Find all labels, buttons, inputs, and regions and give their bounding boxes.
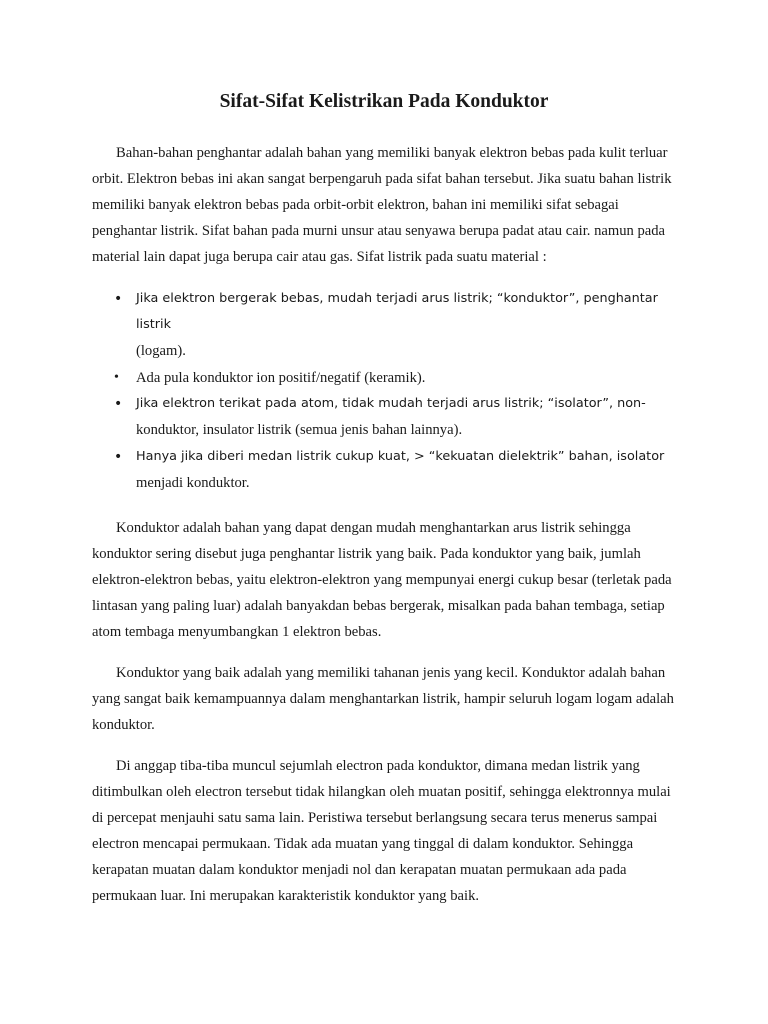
list-item xyxy=(114,286,676,365)
document-title: Sifat-Sifat Kelistrikan Pada Konduktor xyxy=(219,91,549,112)
bullet-icon: • xyxy=(114,396,123,412)
list-item-text: Ada pula konduktor ion positif/negatif (keramik). xyxy=(136,370,426,386)
list-item-continuation: menjadi konduktor. xyxy=(136,475,250,491)
bullet-icon: • xyxy=(114,370,119,385)
properties-list xyxy=(92,286,676,497)
bullet-icon: • xyxy=(114,291,123,307)
body-paragraph: Konduktor adalah bahan yang dapat dengan mudah menghantarkan arus listrik sehingga konduktor sering disebut juga penghantar listrik yang baik. Pada konduktor yang baik, jumlah elektron-elektron bebas, yaitu elektron-elektron yang mempunyai energi cukup besar (terletak pada lintasan yang paling luar) adalah banyakdan bebas bergerak, misalkan pada bahan tembaga, setiap atom tembaga menyumbangkan 1 elektron bebas. xyxy=(92,520,672,640)
list-item-text: Jika elektron terikat pada atom, tidak mudah terjadi arus listrik; “isolator”, non- xyxy=(136,396,646,411)
list-item-text: Hanya jika diberi medan listrik cukup kuat, > “kekuatan dielektrik” bahan, isolator xyxy=(136,449,665,464)
bullet-icon: • xyxy=(114,449,123,465)
list-item-continuation: konduktor, insulator listrik (semua jenis bahan lainnya). xyxy=(136,422,463,438)
list-item-continuation: (logam). xyxy=(136,343,186,359)
intro-paragraph: Bahan-bahan penghantar adalah bahan yang memiliki banyak elektron bebas pada kulit terluar orbit. Elektron bebas ini akan sangat berpengaruh pada sifat bahan tersebut. Jika suatu bahan listrik memiliki banyak elektron bebas pada orbit-orbit elektron, bahan ini memiliki sifat sebagai penghantar listrik. Sifat bahan pada murni unsur atau senyawa berupa padat atau cair. namun pada material lain dapat juga berupa cair atau gas. Sifat listrik pada suatu material : xyxy=(92,145,672,265)
body-paragraph: Di anggap tiba-tiba muncul sejumlah electron pada konduktor, dimana medan listrik yang ditimbulkan oleh electron tersebut tidak hilangkan oleh muatan positif, sehingga elektronnya mulai di percepat menjauhi satu sama lain. Peristiwa tersebut berlangsung secara terus menerus sampai electron mencapai permukaan. Tidak ada muatan yang tinggal di dalam konduktor. Sehingga kerapatan muatan dalam konduktor menjadi nol dan kerapatan muatan permukaan ada pada permukaan luar. Ini merupakan karakteristik konduktor yang baik. xyxy=(92,758,671,904)
list-item xyxy=(114,391,676,444)
list-item xyxy=(114,444,676,497)
body-paragraph: Konduktor yang baik adalah yang memiliki tahanan jenis yang kecil. Konduktor adalah bahan yang sangat baik kemampuannya dalam menghantarkan listrik, hampir seluruh logam logam adalah konduktor. xyxy=(92,665,674,733)
list-item xyxy=(114,365,676,391)
document-page xyxy=(92,88,676,924)
list-item-text: Jika elektron bergerak bebas, mudah terjadi arus listrik; “konduktor”, penghantar listrik xyxy=(136,291,658,332)
